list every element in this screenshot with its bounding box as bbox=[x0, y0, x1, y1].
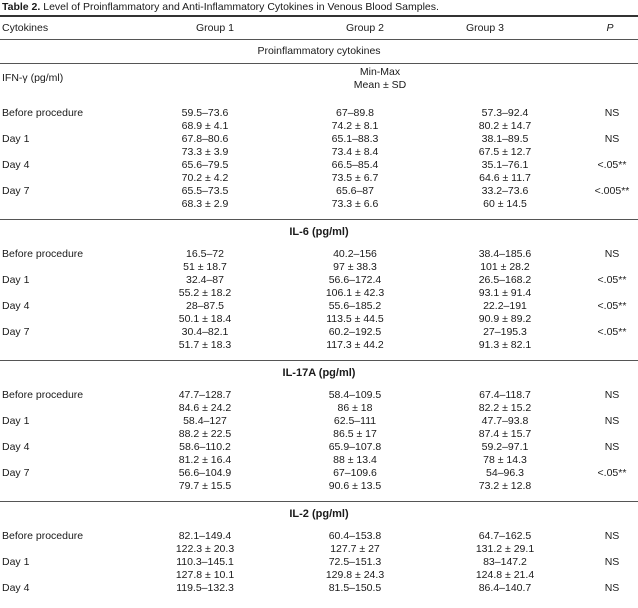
group-2-range: 56.6–172.4 bbox=[328, 274, 382, 286]
group-2-range: 65.6–87 bbox=[336, 185, 374, 197]
row-label: Before procedure bbox=[2, 248, 84, 260]
ifn-gamma-label: IFN-γ (pg/ml) bbox=[2, 72, 64, 84]
group-2-range: 58.4–109.5 bbox=[328, 389, 382, 401]
group-2-range: 65.9–107.8 bbox=[328, 441, 382, 453]
row-label: Before procedure bbox=[2, 389, 84, 401]
group-3-range: 35.1–76.1 bbox=[481, 159, 529, 171]
group-3-mean: 67.5 ± 12.7 bbox=[478, 146, 532, 158]
p-value: NS bbox=[604, 248, 620, 260]
header-group-3: Group 3 bbox=[466, 22, 504, 34]
group-1-mean: 70.2 ± 4.2 bbox=[181, 172, 229, 184]
group-1-mean: 68.9 ± 4.1 bbox=[181, 120, 229, 132]
group-3-range: 86.4–140.7 bbox=[478, 582, 532, 594]
group-2-range: 81.5–150.5 bbox=[328, 582, 382, 594]
group-3-mean: 80.2 ± 14.7 bbox=[478, 120, 532, 132]
p-value: <.05** bbox=[597, 159, 627, 171]
p-value: NS bbox=[604, 415, 620, 427]
group-2-range: 60.4–153.8 bbox=[328, 530, 382, 542]
header-p: P bbox=[606, 22, 614, 34]
group-1-range: 67.8–80.6 bbox=[181, 133, 229, 145]
group-2-mean: 73.5 ± 6.7 bbox=[331, 172, 379, 184]
group-2-mean bbox=[300, 595, 410, 608]
group-2-mean: 106.1 ± 42.3 bbox=[325, 287, 385, 299]
group-3-mean: 60 ± 14.5 bbox=[483, 198, 527, 210]
group-1-range: 28–87.5 bbox=[186, 300, 224, 312]
group-2-range: 67–89.8 bbox=[336, 107, 374, 119]
header-group-1: Group 1 bbox=[196, 22, 234, 34]
group-2-range: 62.5–111 bbox=[333, 415, 377, 427]
p-value: NS bbox=[604, 556, 620, 568]
group-1-range: 30.4–82.1 bbox=[181, 326, 229, 338]
row-label: Day 4 bbox=[2, 159, 30, 171]
row-label: Day 4 bbox=[2, 441, 30, 453]
group-1-range: 110.3–145.1 bbox=[176, 556, 234, 568]
group-2-range: 55.6–185.2 bbox=[328, 300, 382, 312]
group-2-mean: 86.5 ± 17 bbox=[333, 428, 377, 440]
group-1-range: 47.7–128.7 bbox=[178, 389, 232, 401]
group-1-mean: 122.3 ± 20.3 bbox=[175, 543, 235, 555]
group-3-range: 33.2–73.6 bbox=[481, 185, 529, 197]
group-1-range: 82.1–149.4 bbox=[178, 530, 232, 542]
table-caption bbox=[2, 0, 439, 14]
p-value: <.005** bbox=[594, 185, 630, 197]
group-1-range: 32.4–87 bbox=[186, 274, 224, 286]
row-label: Day 1 bbox=[2, 556, 30, 568]
row-label: Before procedure bbox=[2, 107, 84, 119]
group-3-range: 83–147.2 bbox=[483, 556, 527, 568]
group-3-range: 54–96.3 bbox=[486, 467, 524, 479]
table-caption-text: Level of Proinflammatory and Anti-Inflammatory Cytokines in Venous Blood Samples. bbox=[40, 1, 439, 13]
group-2-range: 65.1–88.3 bbox=[331, 133, 379, 145]
group-3-range: 59.2–97.1 bbox=[481, 441, 529, 453]
row-label: Day 7 bbox=[2, 326, 30, 338]
header-group-2: Group 2 bbox=[346, 22, 384, 34]
row-label: Day 7 bbox=[2, 467, 30, 479]
group-1-mean: 81.2 ± 16.4 bbox=[178, 454, 232, 466]
group-1-mean: 73.3 ± 3.9 bbox=[181, 146, 229, 158]
group-2-mean: 113.5 ± 44.5 bbox=[326, 313, 384, 325]
group-3-range: 38.1–89.5 bbox=[481, 133, 529, 145]
group-3-mean: 91.3 ± 82.1 bbox=[478, 339, 532, 351]
group-2-range: 67–109.6 bbox=[333, 467, 377, 479]
group-1-mean: 55.2 ± 18.2 bbox=[178, 287, 232, 299]
p-value: <.05** bbox=[597, 467, 627, 479]
group-1-mean: 88.2 ± 22.5 bbox=[178, 428, 232, 440]
proinflammatory-header: Proinflammatory cytokines bbox=[257, 45, 381, 57]
row-label: Day 1 bbox=[2, 274, 30, 286]
table-caption-label: Table 2. bbox=[2, 1, 41, 13]
group-2-range: 60.2–192.5 bbox=[328, 326, 382, 338]
section-title: IL-2 (pg/ml) bbox=[289, 508, 349, 520]
group-1-mean: 84.6 ± 24.2 bbox=[178, 402, 232, 414]
group-2-mean: 86 ± 18 bbox=[337, 402, 373, 414]
meansd-label: Mean ± SD bbox=[353, 79, 407, 91]
group-3-mean: 64.6 ± 11.7 bbox=[479, 172, 531, 184]
group-2-mean: 74.2 ± 8.1 bbox=[331, 120, 379, 132]
group-2-mean: 90.6 ± 13.5 bbox=[328, 480, 382, 492]
group-3-range: 38.4–185.6 bbox=[478, 248, 532, 260]
group-3-range: 57.3–92.4 bbox=[481, 107, 529, 119]
group-3-range: 22.2–191 bbox=[483, 300, 527, 312]
group-2-mean: 129.8 ± 24.3 bbox=[325, 569, 385, 581]
row-label: Day 4 bbox=[2, 582, 30, 594]
group-3-mean: 124.8 ± 21.4 bbox=[475, 569, 535, 581]
group-1-mean: 68.3 ± 2.9 bbox=[181, 198, 229, 210]
p-value: <.05** bbox=[597, 300, 627, 312]
row-label: Day 4 bbox=[2, 300, 30, 312]
group-1-mean bbox=[150, 595, 260, 608]
section-rule bbox=[0, 360, 638, 361]
row-label: Before procedure bbox=[2, 530, 84, 542]
section-rule bbox=[0, 219, 638, 220]
group-2-range: 72.5–151.3 bbox=[328, 556, 382, 568]
group-3-range: 26.5–168.2 bbox=[478, 274, 532, 286]
group-3-mean: 131.2 ± 29.1 bbox=[475, 543, 535, 555]
group-3-mean: 87.4 ± 15.7 bbox=[478, 428, 532, 440]
group-2-mean: 127.7 ± 27 bbox=[330, 543, 380, 555]
group-3-mean: 73.2 ± 12.8 bbox=[478, 480, 532, 492]
proinflammatory-rule bbox=[0, 63, 638, 64]
group-3-range: 67.4–118.7 bbox=[479, 389, 531, 401]
top-rule bbox=[0, 15, 638, 17]
p-value: NS bbox=[604, 530, 620, 542]
section-title: IL-6 (pg/ml) bbox=[289, 226, 349, 238]
group-3-mean: 101 ± 28.2 bbox=[480, 261, 530, 273]
group-1-range: 65.5–73.5 bbox=[181, 185, 229, 197]
group-1-range: 65.6–79.5 bbox=[181, 159, 229, 171]
group-3-mean: 82.2 ± 15.2 bbox=[478, 402, 532, 414]
row-label: Day 1 bbox=[2, 133, 30, 145]
group-1-range: 119.5–132.3 bbox=[176, 582, 234, 594]
group-1-range: 59.5–73.6 bbox=[181, 107, 229, 119]
group-1-mean: 51.7 ± 18.3 bbox=[178, 339, 232, 351]
group-3-mean: 93.1 ± 91.4 bbox=[478, 287, 532, 299]
section-rule bbox=[0, 501, 638, 502]
group-2-mean: 73.3 ± 6.6 bbox=[331, 198, 379, 210]
p-value: NS bbox=[604, 133, 620, 145]
group-3-mean: 90.9 ± 89.2 bbox=[478, 313, 532, 325]
row-label: Day 1 bbox=[2, 415, 30, 427]
row-label: Day 7 bbox=[2, 185, 30, 197]
group-3-range: 64.7–162.5 bbox=[478, 530, 532, 542]
group-3-range: 47.7–93.8 bbox=[481, 415, 529, 427]
group-1-mean: 127.8 ± 10.1 bbox=[175, 569, 235, 581]
minmax-label: Min-Max bbox=[359, 66, 401, 78]
group-2-range: 40.2–156 bbox=[333, 248, 377, 260]
group-1-mean: 79.7 ± 15.5 bbox=[178, 480, 232, 492]
p-value: <.05** bbox=[597, 326, 627, 338]
p-value: NS bbox=[604, 389, 620, 401]
group-1-mean: 50.1 ± 18.4 bbox=[178, 313, 232, 325]
p-value: <.05** bbox=[597, 274, 627, 286]
header-rule bbox=[0, 39, 638, 40]
group-1-range: 56.6–104.9 bbox=[178, 467, 232, 479]
p-value: NS bbox=[604, 582, 620, 594]
group-2-mean: 88 ± 13.4 bbox=[333, 454, 377, 466]
group-3-mean: 78 ± 14.3 bbox=[483, 454, 527, 466]
header-cytokines: Cytokines bbox=[2, 22, 49, 34]
group-1-range: 58.6–110.2 bbox=[179, 441, 231, 453]
group-3-mean bbox=[450, 595, 560, 608]
group-2-mean: 97 ± 38.3 bbox=[333, 261, 377, 273]
p-value: NS bbox=[604, 107, 620, 119]
section-title: IL-17A (pg/ml) bbox=[282, 367, 356, 379]
group-3-range: 27–195.3 bbox=[483, 326, 527, 338]
group-2-mean: 117.3 ± 44.2 bbox=[326, 339, 384, 351]
group-2-range: 66.5–85.4 bbox=[331, 159, 379, 171]
group-1-range: 58.4–127 bbox=[183, 415, 227, 427]
group-1-range: 16.5–72 bbox=[186, 248, 224, 260]
group-1-mean: 51 ± 18.7 bbox=[183, 261, 227, 273]
group-2-mean: 73.4 ± 8.4 bbox=[331, 146, 379, 158]
p-value: NS bbox=[604, 441, 620, 453]
